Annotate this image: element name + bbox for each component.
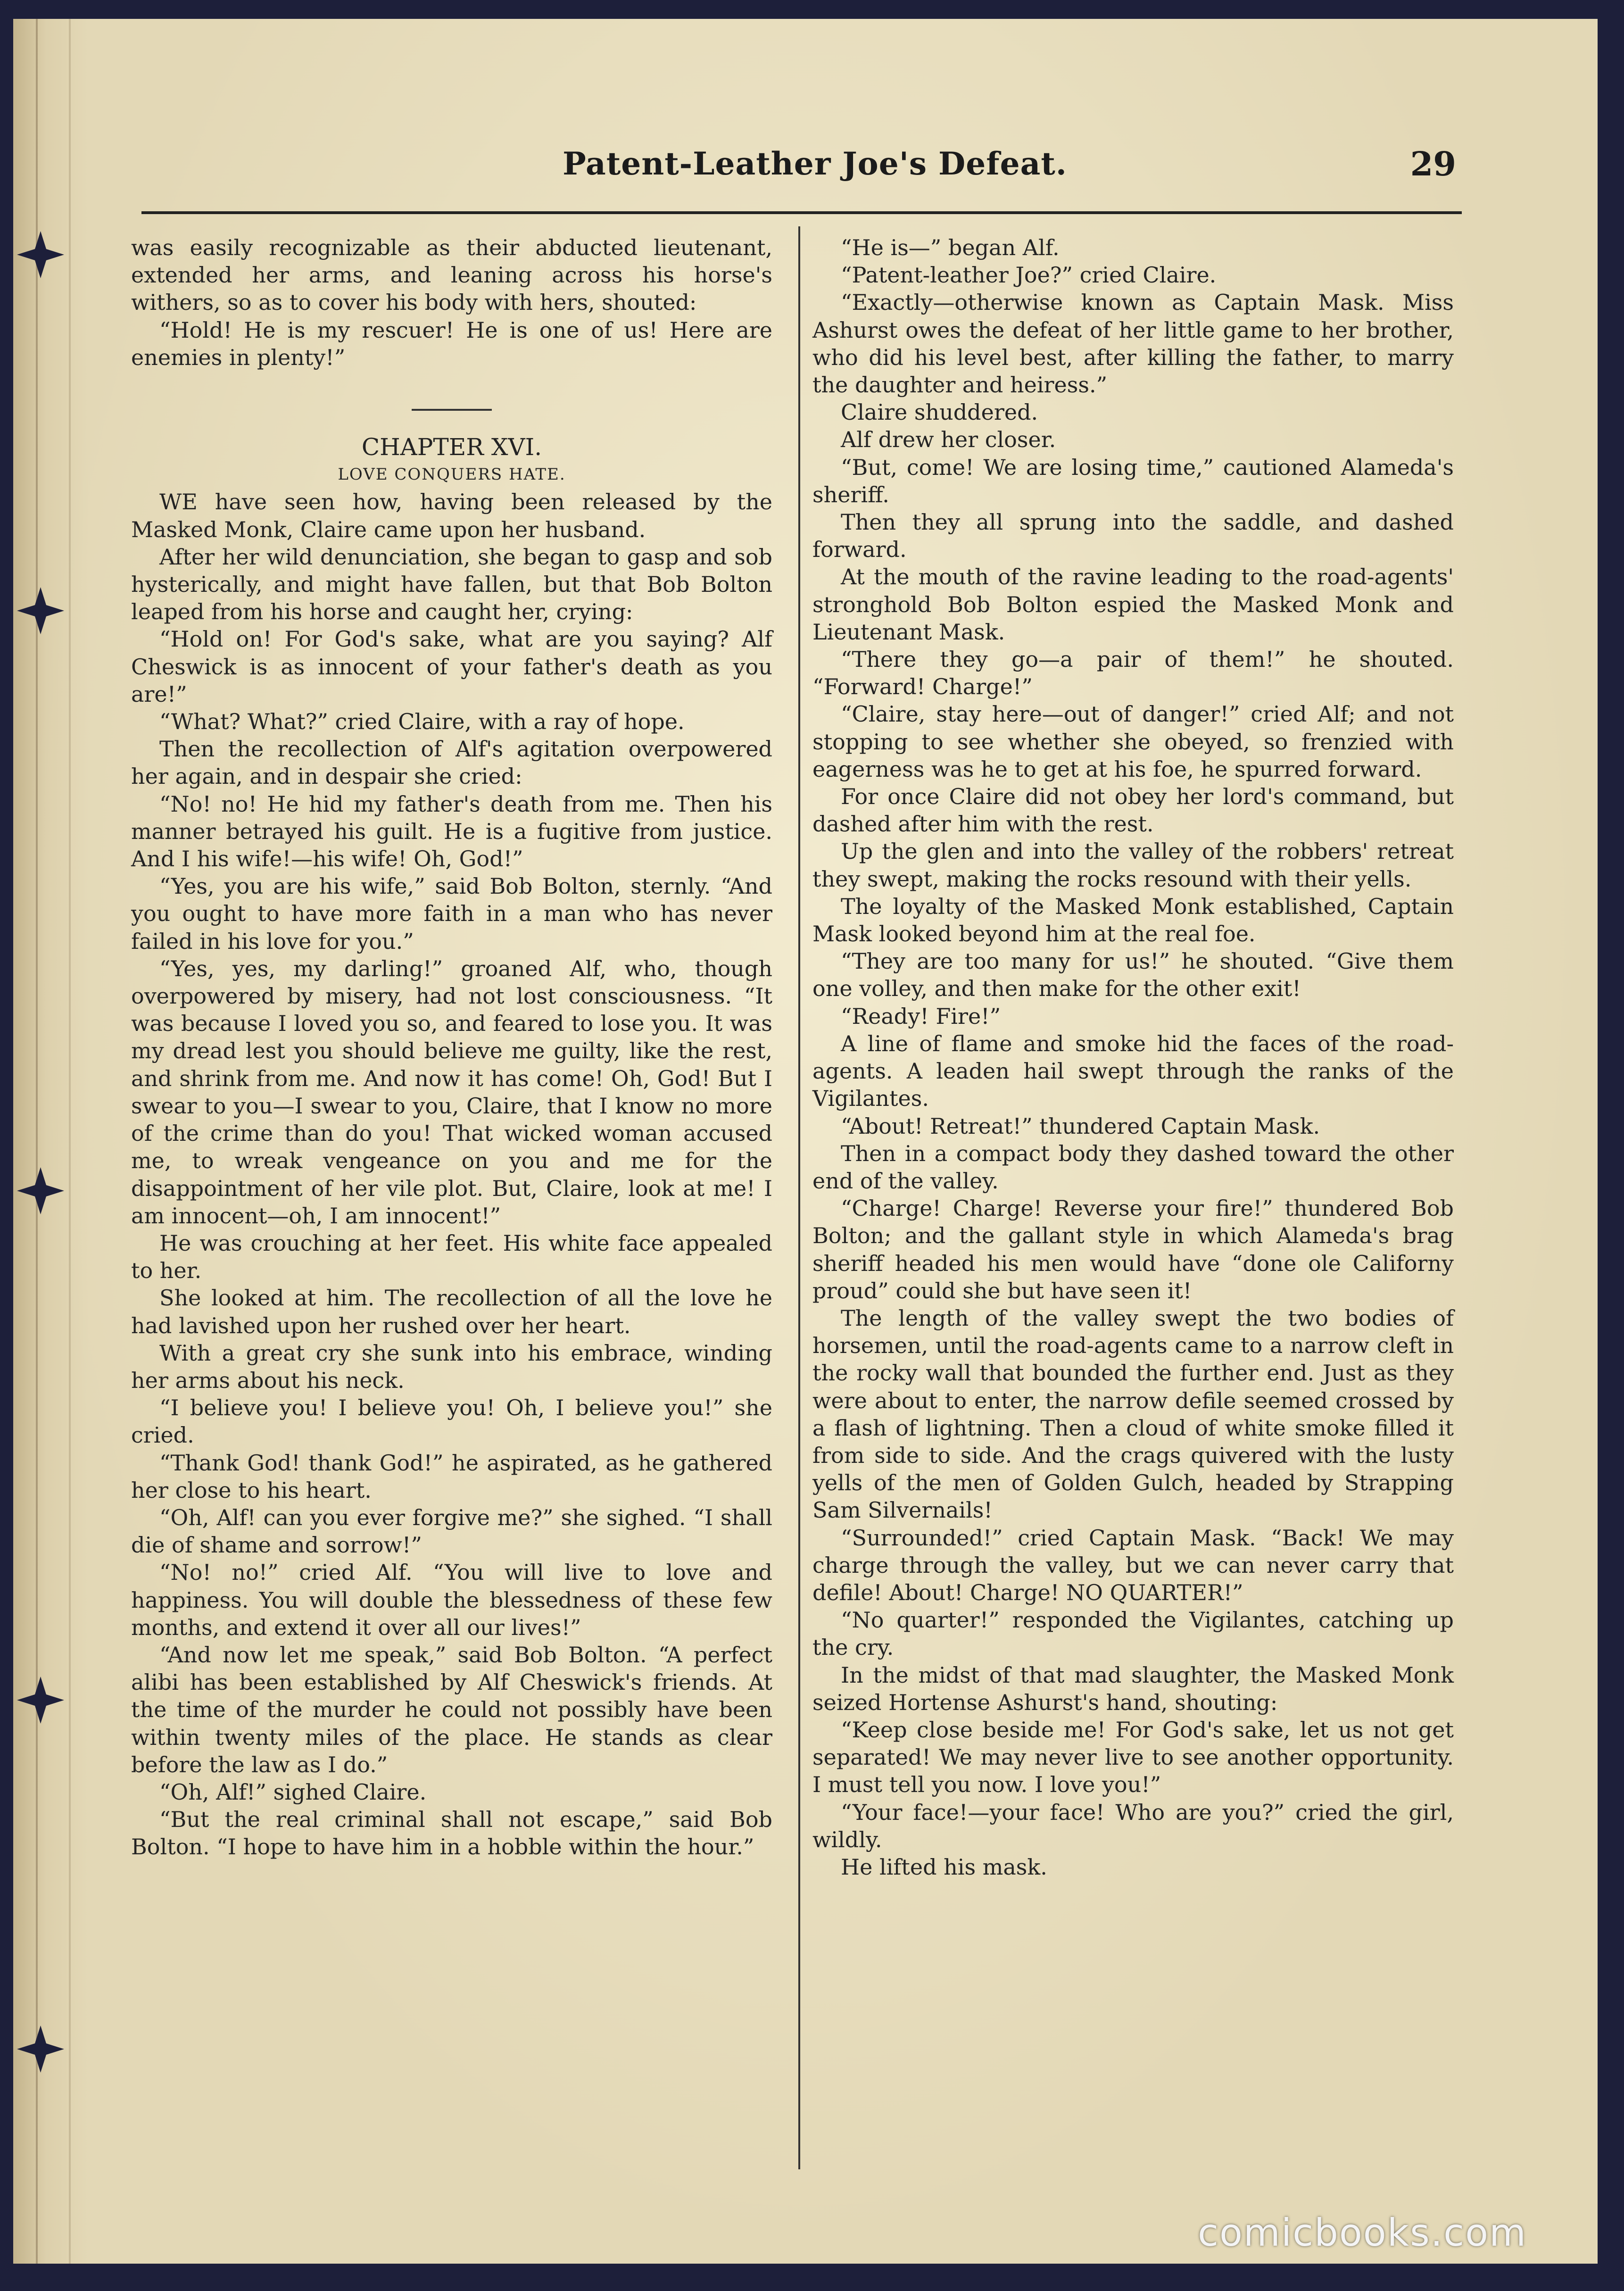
paragraph: “Keep close beside me! For God's sake, let us not get separated! We may never live to see another opportunity. I must tell you now. I love you!”	[812, 1717, 1454, 1798]
paragraph: “But the real criminal shall not escape,” said Bob Bolton. “I hope to have him in a hobble within the hour.”	[131, 1807, 772, 1860]
paragraph: “Thank God! thank God!” he aspirated, as he gathered her close to his heart.	[131, 1450, 772, 1503]
paragraph: “Hold! He is my rescuer! He is one of us! Here are enemies in plenty!”	[131, 317, 772, 370]
paragraph: “Oh, Alf! can you ever forgive me?” she sighed. “I shall die of shame and sorrow!”	[131, 1504, 772, 1558]
paragraph: “Exactly—otherwise known as Captain Mask. Miss Ashurst owes the defeat of her little game to her brother, who did his level best, after killing the father, to marry the daughter and heiress.”	[812, 290, 1454, 398]
paragraph: “I believe you! I believe you! Oh, I believe you!” she cried.	[131, 1395, 772, 1448]
paragraph: “Patent-leather Joe?” cried Claire.	[841, 262, 1217, 288]
paragraph: “He is—” began Alf.	[841, 235, 1060, 260]
paragraph: “Yes, you are his wife,” said Bob Bolton, sternly. “And you ought to have more faith in a man who has never failed in his love for you.”	[131, 873, 772, 954]
paragraph: Then in a compact body they dashed toward the other end of the valley.	[812, 1140, 1454, 1194]
binding-hole-icon	[17, 587, 64, 634]
binding-hole-icon	[17, 2025, 64, 2073]
chapter-subtitle: LOVE CONQUERS HATE.	[338, 465, 566, 484]
paragraph: Then they all sprung into the saddle, and dashed forward.	[812, 509, 1454, 563]
page-number: 29	[1410, 144, 1456, 183]
paragraph: Then the recollection of Alf's agitation overpowered her again, and in despair she cried:	[131, 736, 772, 789]
site-watermark: comicbooks.com	[1198, 2211, 1527, 2255]
paragraph: “Oh, Alf!” sighed Claire.	[159, 1779, 427, 1805]
paragraph: “No! no! He hid my father's death from me. Then his manner betrayed his guilt. He is a fugitive from justice. And I his wife!—his wife! Oh, God!”	[131, 791, 772, 872]
paragraph: “No quarter!” responded the Vigilantes, catching up the cry.	[812, 1607, 1454, 1660]
paragraph: A line of flame and smoke hid the faces of the road-agents. A leaden hail swept through the ranks of the Vigilantes.	[812, 1030, 1454, 1112]
running-header-title: Patent-Leather Joe's Defeat.	[563, 145, 1067, 182]
paragraph: Claire shuddered.	[841, 399, 1038, 425]
chapter-title: CHAPTER XVI.	[361, 433, 542, 461]
binding-hole-icon	[17, 231, 64, 278]
paragraph: With a great cry she sunk into his embrace, winding her arms about his neck.	[131, 1340, 772, 1393]
paragraph: WE have seen how, having been released by the Masked Monk, Claire came upon her husband.	[131, 489, 772, 542]
paragraph: “But, come! We are losing time,” cautioned Alameda's sheriff.	[812, 454, 1454, 507]
left-column	[131, 234, 772, 1861]
paragraph: “Your face!—your face! Who are you?” cried the girl, wildly.	[812, 1799, 1454, 1852]
paragraph: The loyalty of the Masked Monk established, Captain Mask looked beyond him at the real foe.	[812, 893, 1454, 947]
paragraph: “Yes, yes, my darling!” groaned Alf, who, though overpowered by misery, had not lost consciousness. “It was because I loved you so, and feared to lose you. It was my dread lest you should believe me guilty, like the rest, and shrink from me. And now it has come! Oh, God! But I swear to you—I swear to you, Claire, that I know no more of the crime than do you! That wicked woman accused me, to wreak vengeance on you and me for the disappointment of her vile plot. But, Claire, look at me! I am innocent—oh, I am innocent!”	[131, 955, 772, 1229]
spine-edge-line-inner	[69, 19, 71, 2264]
paragraph: He lifted his mask.	[841, 1854, 1047, 1880]
paragraph: “No! no!” cried Alf. “You will live to love and happiness. You will double the blessedness of these few months, and extend it over all our lives!”	[131, 1560, 772, 1640]
column-divider	[798, 226, 800, 2169]
paragraph: At the mouth of the ravine leading to the road-agents' stronghold Bob Bolton espied the Masked Monk and Lieutenant Mask.	[812, 564, 1454, 645]
paragraph: “Charge! Charge! Reverse your fire!” thundered Bob Bolton; and the gallant style in which Alameda's brag sheriff headed his men would have “done ole Californy proud” could she but have seen it!	[812, 1195, 1454, 1303]
paragraph: “Hold on! For God's sake, what are you saying? Alf Cheswick is as innocent of your father's death as you are!”	[131, 626, 772, 707]
header-rule	[141, 211, 1462, 214]
paragraph: was easily recognizable as their abducted lieutenant, extended her arms, and leaning across his horse's withers, so as to cover his body with hers, shouted:	[131, 235, 772, 315]
paragraph: After her wild denunciation, she began to gasp and sob hysterically, and might have fallen, but that Bob Bolton leaped from his horse and caught her, crying:	[131, 544, 772, 625]
paragraph: He was crouching at her feet. His white face appealed to her.	[131, 1230, 772, 1284]
paragraph: “Ready! Fire!”	[841, 1003, 1001, 1029]
spine-edge-line	[36, 19, 38, 2264]
paragraph: “And now let me speak,” said Bob Bolton. “A perfect alibi has been established by Alf Cheswick's friends. At the time of the murder he could not possibly have been within twenty miles of the place. He stands as clear before the law as I do.”	[131, 1642, 772, 1777]
paragraph: Up the glen and into the valley of the robbers' retreat they swept, making the rocks resound with their yells.	[812, 838, 1454, 892]
paragraph: “Surrounded!” cried Captain Mask. “Back! We may charge through the valley, but we can never carry that defile! About! Charge! NO QUARTER!”	[812, 1525, 1454, 1605]
right-column	[812, 234, 1454, 1881]
paragraph: “What? What?” cried Claire, with a ray of hope.	[159, 709, 685, 735]
binding-hole-icon	[17, 1677, 64, 1724]
paragraph: The length of the valley swept the two bodies of horsemen, until the road-agents came to a narrow cleft in the rocky wall that bounded the further end. Just as they were about to enter, the narrow defile seemed crossed by a flash of lightning. Then a cloud of white smoke filled it from side to side. And the crags quivered with the lusty yells of the men of Golden Gulch, headed by Strapping Sam Silvernails!	[812, 1305, 1454, 1523]
paragraph: Alf drew her closer.	[841, 427, 1056, 453]
book-page	[13, 19, 1598, 2264]
paragraph: She looked at him. The recollection of all the love he had lavished upon her rushed over her heart.	[131, 1285, 772, 1338]
paragraph: “There they go—a pair of them!” he shouted. “Forward! Charge!”	[812, 647, 1454, 700]
section-separator	[412, 409, 492, 411]
paragraph: “They are too many for us!” he shouted. “Give them one volley, and then make for the other exit!	[812, 948, 1454, 1002]
binding-hole-icon	[17, 1167, 64, 1214]
paragraph: “About! Retreat!” thundered Captain Mask.	[841, 1113, 1320, 1139]
paragraph: “Claire, stay here—out of danger!” cried Alf; and not stopping to see whether she obeyed, so frenzied with eagerness was he to get at his foe, he spurred forward.	[812, 701, 1454, 782]
paragraph: In the midst of that mad slaughter, the Masked Monk seized Hortense Ashurst's hand, shouting:	[812, 1662, 1454, 1715]
paragraph: For once Claire did not obey her lord's command, but dashed after him with the rest.	[812, 784, 1454, 837]
